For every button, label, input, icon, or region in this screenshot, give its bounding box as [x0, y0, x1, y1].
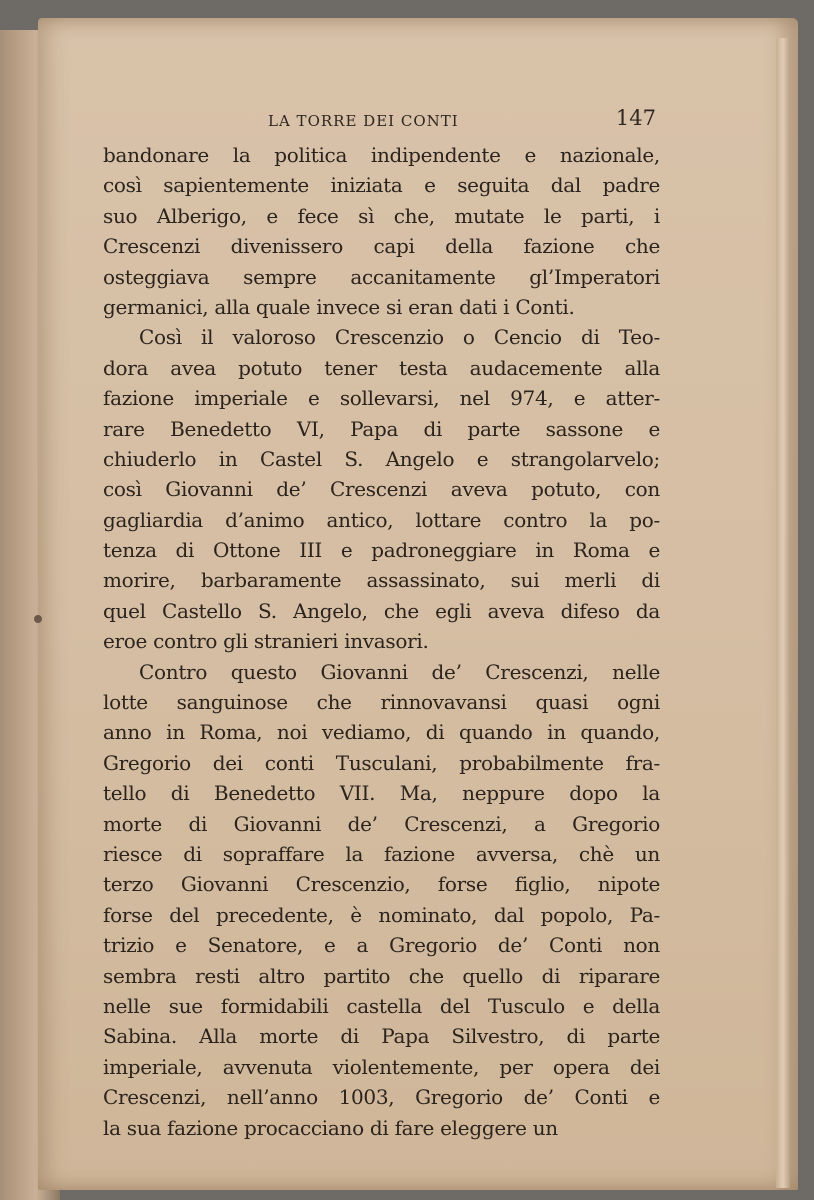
- text-line: Contro questo Giovanni de’ Crescenzi, nelle: [139, 659, 660, 684]
- text-line: riesce di sopraffare la fazione avversa, chè un: [103, 841, 660, 866]
- running-title: LA TORRE DEI CONTI: [268, 112, 459, 130]
- text-line: anno in Roma, noi vediamo, di quando in quando,: [103, 720, 660, 745]
- text-line: trizio e Senatore, e a Gregorio de’ Conti non: [103, 933, 660, 958]
- page-number: 147: [615, 106, 656, 130]
- text-line: quel Castello S. Angelo, che egli aveva difeso da: [103, 598, 660, 623]
- text-line: suo Alberigo, e fece sì che, mutate le parti, i: [103, 203, 660, 228]
- text-line: dora avea potuto tener testa audacemente alla: [103, 355, 660, 380]
- page-header: [100, 106, 656, 136]
- text-line: eroe contro gli stranieri invasori.: [103, 629, 429, 654]
- text-line: tello di Benedetto VII. Ma, neppure dopo la: [103, 781, 660, 806]
- text-line: sembra resti altro partito che quello di riparare: [103, 963, 660, 988]
- text-line: così sapientemente iniziata e seguita dal padre: [103, 173, 660, 198]
- text-line: forse del precedente, è nominato, dal popolo, Pa-: [103, 902, 660, 927]
- text-line: Così il valoroso Crescenzio o Cencio di Teo-: [139, 325, 660, 350]
- binding-hole: [34, 615, 42, 623]
- text-line: nelle sue formidabili castella del Tusculo e della: [103, 993, 660, 1018]
- page-stack-edge: [776, 38, 790, 1188]
- text-line: osteggiava sempre accanitamente gl’Imperatori: [103, 264, 660, 289]
- text-line: germanici, alla quale invece si eran dati i Conti.: [103, 294, 575, 319]
- text-line: lotte sanguinose che rinnovavansi quasi ogni: [103, 690, 660, 715]
- text-line: terzo Giovanni Crescenzio, forse figlio, nipote: [103, 872, 660, 897]
- text-line: Gregorio dei conti Tusculani, probabilmente fra-: [103, 750, 660, 775]
- text-line: Crescenzi divenissero capi della fazione che: [103, 234, 660, 259]
- text-line: tenza di Ottone III e padroneggiare in Roma e: [103, 538, 660, 563]
- text-line: gagliardia d’animo antico, lottare contro la po-: [103, 507, 660, 532]
- text-line: Crescenzi, nell’anno 1003, Gregorio de’ Conti e: [103, 1085, 660, 1110]
- text-line: così Giovanni de’ Crescenzi aveva potuto, con: [103, 477, 660, 502]
- text-line: bandonare la politica indipendente e nazionale,: [103, 143, 660, 167]
- text-line: la sua fazione procacciano di fare eleggere un: [103, 1115, 558, 1140]
- text-line: rare Benedetto VI, Papa di parte sassone e: [103, 416, 660, 441]
- text-line: imperiale, avvenuta violentemente, per opera dei: [103, 1054, 660, 1079]
- text-line: morte di Giovanni de’ Crescenzi, a Gregorio: [103, 811, 660, 836]
- body-text: [103, 140, 660, 1143]
- text-line: fazione imperiale e sollevarsi, nel 974, e atter-: [103, 386, 660, 411]
- text-line: chiuderlo in Castel S. Angelo e strangolarvelo;: [103, 446, 660, 471]
- text-line: morire, barbaramente assassinato, sui merli di: [103, 568, 660, 593]
- text-line: Sabina. Alla morte di Papa Silvestro, di parte: [103, 1024, 660, 1049]
